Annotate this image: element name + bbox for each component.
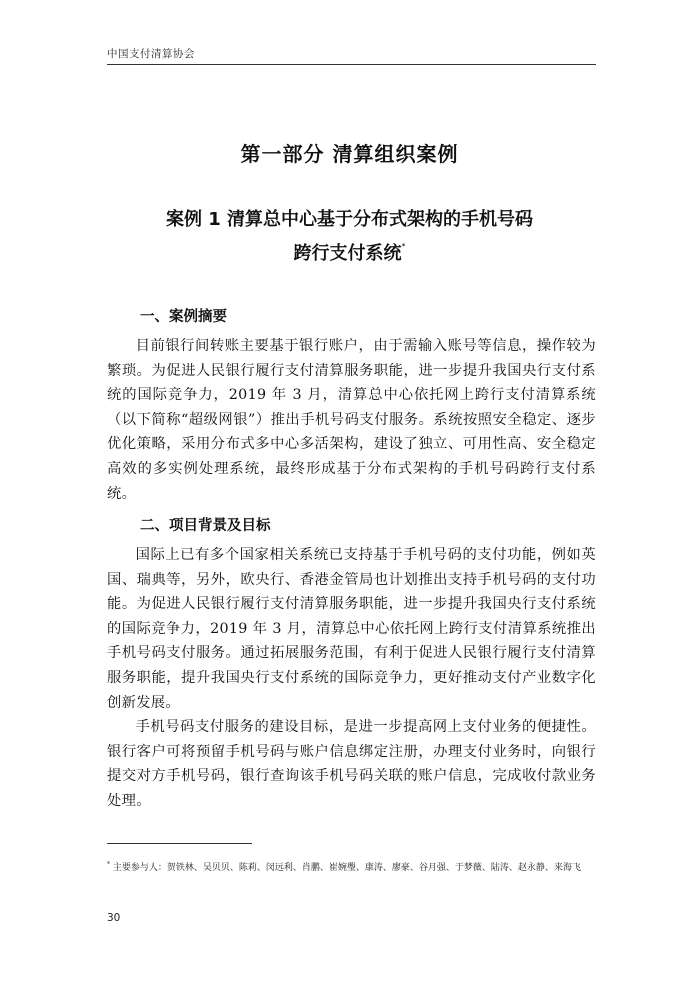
case-title (0, 206, 699, 267)
footnote (107, 853, 596, 880)
footnote-divider (107, 843, 252, 844)
paragraph-background-1: 国际上已有多个国家相关系统已支持基于手机号码的支付功能，例如英国、瑞典等，另外，欧央行、香港金管局也计划推出支持手机号码的支付功能。为促进人民银行履行支付清算服务职能，进一步提升我国央行支付系统的国际竞争力，2019 年 3 月，清算总中心依托网上跨行支付清算系统推出手机号码支付服务。通过拓展服务范围，有利于促进人民银行履行支付清算服务职能，提升我国央行支付系统的国际竞争力，更好推动支付产业数字化创新发展。 (107, 547, 596, 711)
running-header: 中国支付清算协会 (107, 48, 195, 60)
page-number: 30 (107, 912, 121, 924)
footnote-marker-bottom: * (107, 861, 110, 868)
part-title: 第一部分 清算组织案例 (240, 142, 459, 166)
section-heading-background: 二、项目背景及目标 (140, 518, 271, 534)
paragraph-background-2: 手机号码支付服务的建设目标，是进一步提高网上支付业务的便捷性。银行客户可将预留手机号码与账户信息绑定注册，办理支付业务时，向银行提交对方手机号码，银行查询该手机号码关联的账户信息，完成收付款业务处理。 (107, 719, 596, 809)
section-heading-summary: 一、案例摘要 (140, 309, 227, 325)
header-divider (107, 64, 596, 65)
footnote-text: 主要参与人：贺铁林、吴贝贝、陈莉、闵远利、肖鹏、崔婉璺、康涛、廖豪、谷月强、于梦薇、陆涛、赵永静、来海飞 (112, 863, 581, 873)
case-title-line-2-text: 跨行支付系统 (293, 243, 402, 264)
footnote-marker: * (401, 242, 406, 251)
case-title-line-2 (0, 233, 699, 267)
paragraph-summary: 目前银行间转账主要基于银行账户，由于需输入账号等信息，操作较为繁琐。为促进人民银行履行支付清算服务职能，进一步提升我国央行支付系统的国际竞争力，2019 年 3 月，清算总中心依托网上跨行支付清算系统（以下简称“超级网银”）推出手机号码支付服务。系统按照安全稳定、逐步优化策略，采用分布式多中心多活架构，建设了独立、可用性高、安全稳定高效的多实例处理系统，最终形成基于分布式架构的手机号码跨行支付系统。 (107, 338, 596, 502)
case-title-line-1: 案例 1 清算总中心基于分布式架构的手机号码 (165, 209, 534, 230)
